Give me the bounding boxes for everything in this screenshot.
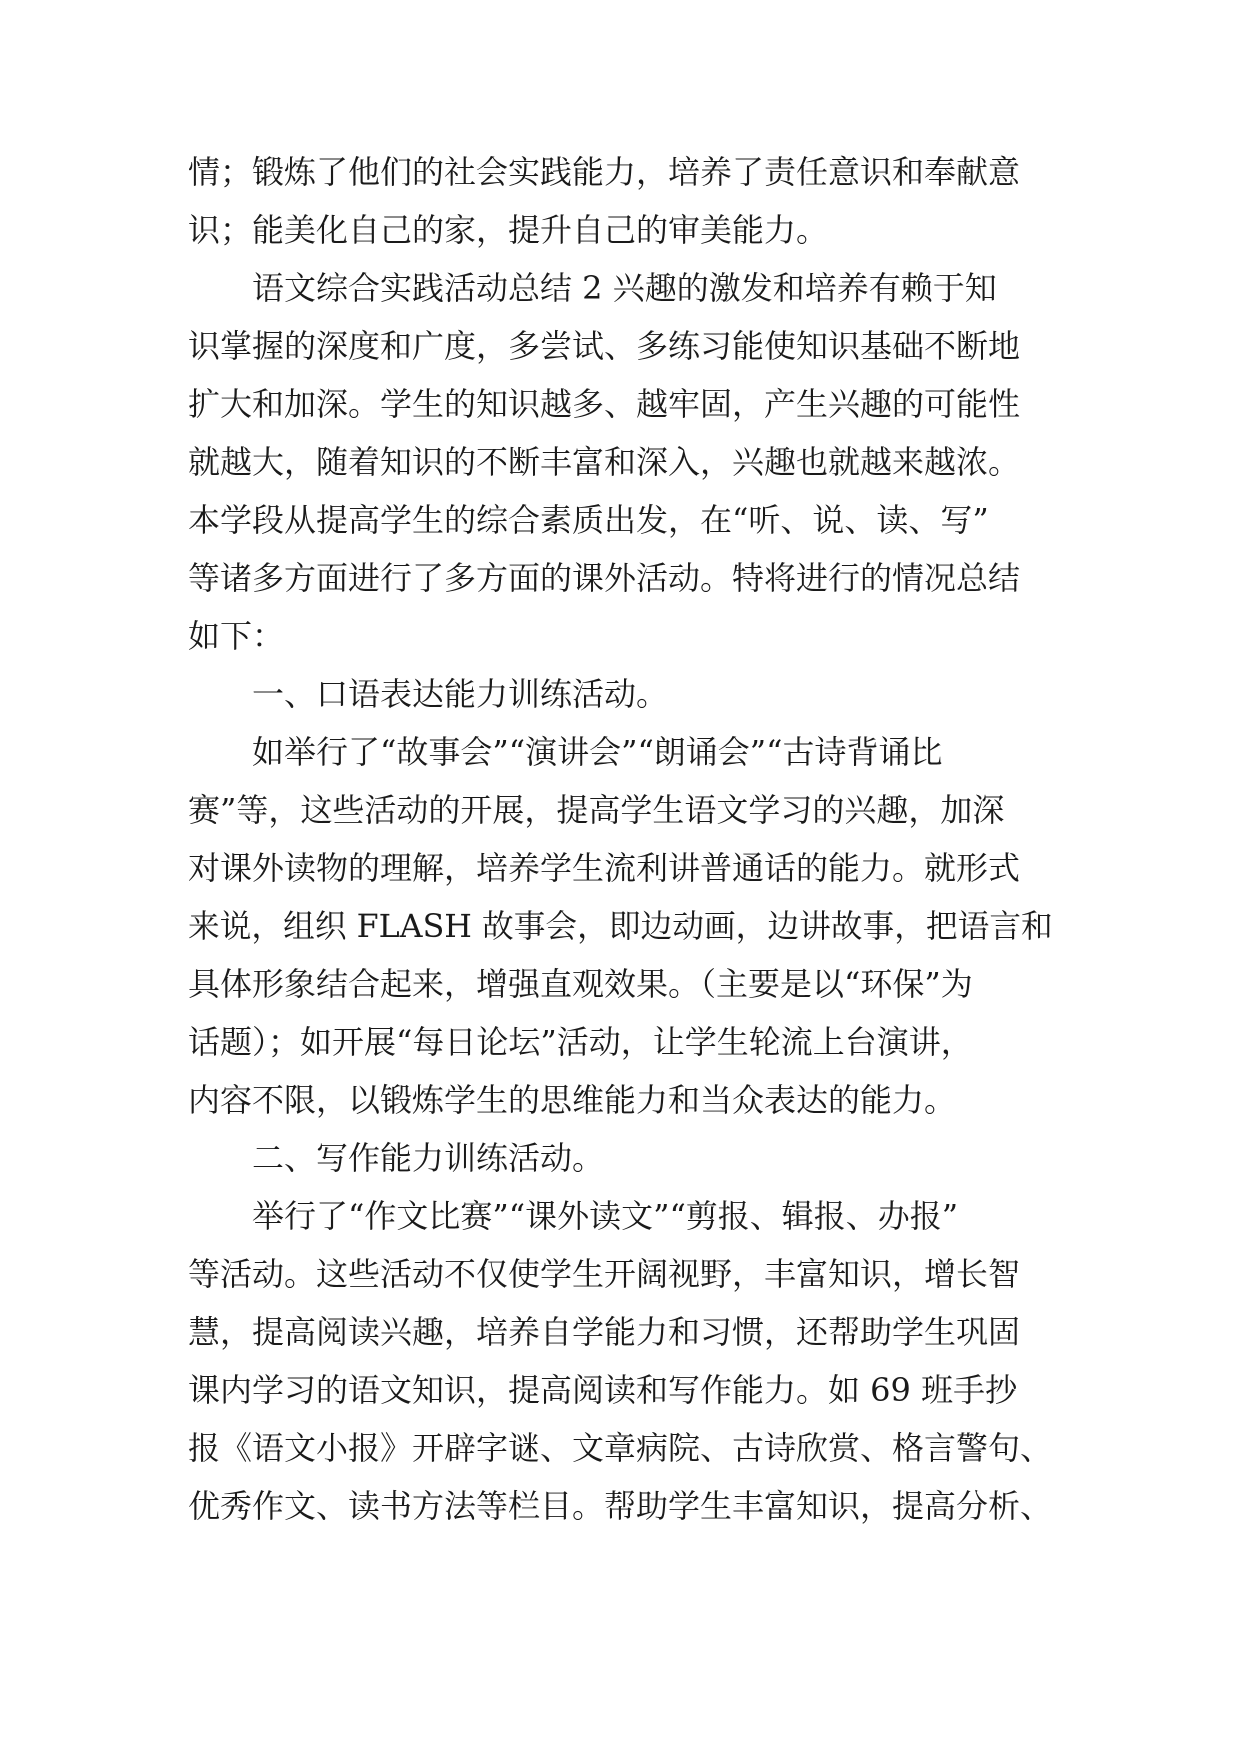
text-line-17: 内容不限，以锻炼学生的思维能力和当众表达的能力。 [188,1081,957,1119]
text-line-8: 等诸多方面进行了多方面的课外活动。特将进行的情况总结 [188,559,1021,597]
text-line-5: 扩大和加深。学生的知识越多、越牢固，产生兴趣的可能性 [188,385,1021,423]
text-line-16: 话题）；如开展“每日论坛”活动，让学生轮流上台演讲， [188,1023,973,1061]
text-line-11: 如举行了“故事会”“演讲会”“朗诵会”“古诗背诵比 [252,733,943,771]
text-line-1: 情；锻炼了他们的社会实践能力，培养了责任意识和奉献意 [188,153,1021,191]
text-line-24: 优秀作文、读书方法等栏目。帮助学生丰富知识，提高分析、 [188,1487,1053,1525]
text-line-19: 举行了“作文比赛”“课外读文”“剪报、辑报、办报” [252,1197,959,1235]
text-line-13: 对课外读物的理解，培养学生流利讲普通话的能力。就形式 [188,849,1021,887]
text-line-9: 如下： [188,617,285,655]
text-line-6: 就越大，随着知识的不断丰富和深入，兴趣也就越来越浓。 [188,443,1021,481]
text-line-14: 来说，组织 FLASH 故事会，即边动画，边讲故事，把语言和 [188,907,1053,945]
text-line-4: 识掌握的深度和广度，多尝试、多练习能使知识基础不断地 [188,327,1021,365]
text-line-21: 慧，提高阅读兴趣，培养自学能力和习惯，还帮助学生巩固 [188,1313,1021,1351]
text-line-7: 本学段从提高学生的综合素质出发，在“听、说、读、写” [188,501,989,539]
text-line-2: 识；能美化自己的家，提升自己的审美能力。 [188,211,829,249]
text-line-22: 课内学习的语文知识，提高阅读和写作能力。如 69 班手抄 [188,1371,1018,1409]
text-line-12: 赛”等，这些活动的开展，提高学生语文学习的兴趣，加深 [188,791,1005,829]
section-heading-1: 一、口语表达能力训练活动。 [252,675,669,713]
text-line-20: 等活动。这些活动不仅使学生开阔视野，丰富知识，增长智 [188,1255,1021,1293]
text-line-3: 语文综合实践活动总结 2 兴趣的激发和培养有赖于知 [252,269,997,307]
section-heading-2: 二、写作能力训练活动。 [252,1139,605,1177]
text-line-23: 报《语文小报》开辟字谜、文章病院、古诗欣赏、格言警句、 [188,1429,1053,1467]
text-line-15: 具体形象结合起来，增强直观效果。（主要是以“环保”为 [188,965,973,1003]
